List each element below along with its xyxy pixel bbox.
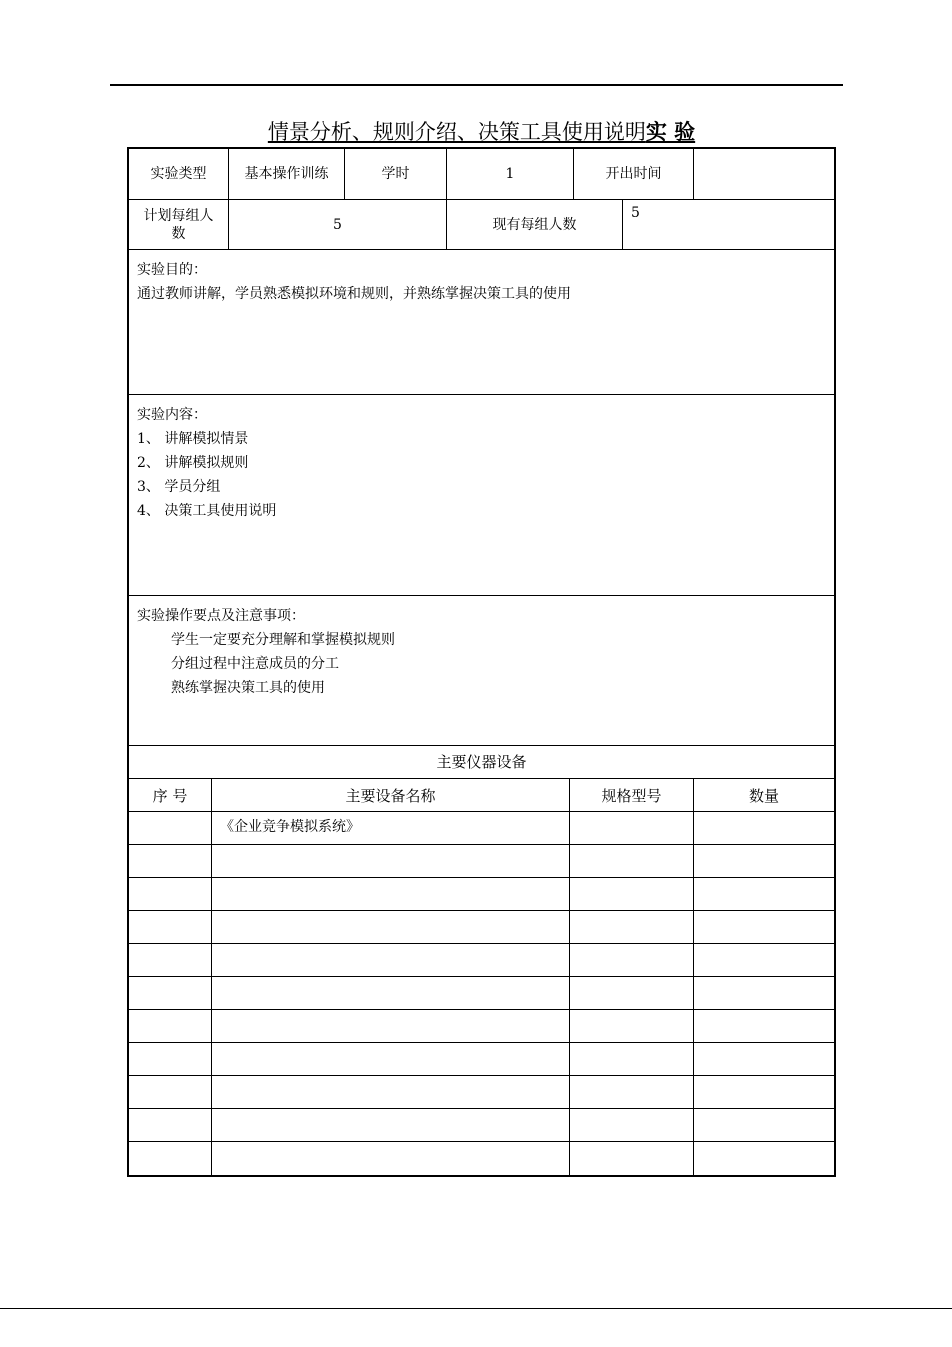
row-spec [569,1142,693,1175]
row-spec [569,1109,693,1141]
info-row-1 [129,149,834,200]
header-rule [110,84,843,86]
row-spec [569,878,693,910]
table-row [129,977,834,1010]
row-qty [693,845,834,877]
time-value [693,149,834,199]
table-row [129,1076,834,1109]
purpose-label: 实验目的： [137,262,207,278]
table-row [129,944,834,977]
planned-label: 计划每组人数 [143,207,214,242]
table-row [129,845,834,878]
row-name [211,1142,569,1175]
row-spec [569,944,693,976]
row-qty [693,911,834,943]
row-name [211,1076,569,1108]
table-row [129,1142,834,1175]
hours-value: 1 [446,149,573,199]
row-name [211,845,569,877]
notes-section [129,596,834,746]
row-index [129,1010,211,1042]
purpose-section [129,250,834,395]
notes-label: 实验操作要点及注意事项： [137,608,305,624]
row-index [129,944,211,976]
title-suffix: 实 验 [645,119,696,144]
row-index [129,812,211,844]
equipment-rows [129,812,834,1175]
row-name [211,977,569,1009]
type-label: 实验类型 [150,166,207,182]
planned-value: 5 [228,200,446,249]
row-qty [693,1043,834,1075]
content-item: 2、 讲解模拟规则 [137,455,249,471]
purpose-text: 通过教师讲解，学员熟悉模拟环境和规则，并熟练掌握决策工具的使用 [137,286,571,302]
row-index [129,1076,211,1108]
row-spec [569,1010,693,1042]
equipment-heading: 主要仪器设备 [436,753,527,771]
table-row [129,911,834,944]
table-row [129,878,834,911]
row-qty [693,878,834,910]
row-index [129,911,211,943]
row-qty [693,1010,834,1042]
header-qty: 数量 [693,779,834,811]
content-item: 3、 学员分组 [137,479,221,495]
row-qty [693,812,834,844]
row-name [211,878,569,910]
header-name: 主要设备名称 [211,779,569,811]
row-name: 《企业竞争模拟系统》 [211,812,569,844]
content-item: 1、 讲解模拟情景 [137,431,249,447]
table-row [129,1109,834,1142]
type-value: 基本操作训练 [228,149,344,199]
header-index: 序 号 [152,786,188,805]
notes-item: 熟练掌握决策工具的使用 [171,680,325,696]
row-index [129,1043,211,1075]
row-spec [569,977,693,1009]
row-qty [693,1109,834,1141]
content-label: 实验内容： [137,407,207,423]
row-index [129,1109,211,1141]
table-row [129,812,834,845]
row-name [211,1109,569,1141]
row-index [129,977,211,1009]
row-name [211,911,569,943]
row-index [129,845,211,877]
row-spec [569,1043,693,1075]
row-qty [693,944,834,976]
row-qty [693,1142,834,1175]
document-title [127,118,836,146]
content-item: 4、 决策工具使用说明 [137,503,277,519]
row-name [211,1043,569,1075]
experiment-form [127,147,836,1177]
row-name [211,944,569,976]
equipment-table [129,779,834,1175]
row-name [211,1010,569,1042]
equipment-heading-row [129,746,834,779]
content-section [129,395,834,596]
footer-rule [0,1308,952,1309]
row-spec [569,1076,693,1108]
actual-value: 5 [622,200,834,249]
row-index [129,1142,211,1175]
title-main: 情景分析、规则介绍、决策工具使用说明 [267,120,646,144]
row-spec [569,812,693,844]
row-spec [569,911,693,943]
table-row [129,1010,834,1043]
row-qty [693,1076,834,1108]
table-row [129,1043,834,1076]
time-label: 开出时间 [573,149,693,199]
header-spec: 规格型号 [569,779,693,811]
row-qty [693,977,834,1009]
info-row-2 [129,200,834,250]
equipment-header-row [129,779,834,812]
row-spec [569,845,693,877]
hours-label: 学时 [344,149,446,199]
notes-item: 学生一定要充分理解和掌握模拟规则 [171,632,395,648]
notes-item: 分组过程中注意成员的分工 [171,656,339,672]
actual-label: 现有每组人数 [446,200,622,249]
row-index [129,878,211,910]
